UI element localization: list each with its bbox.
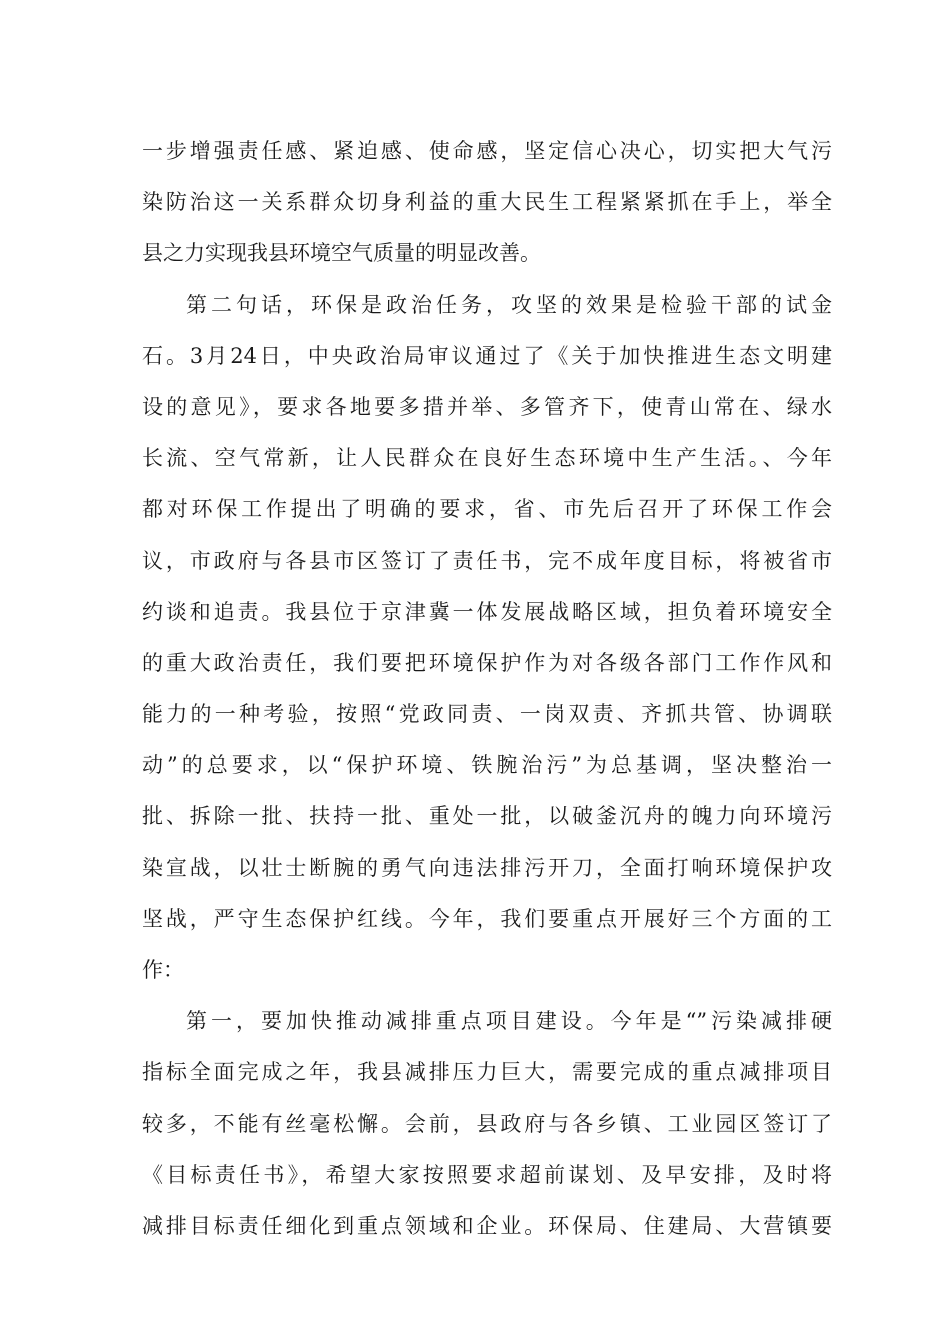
paragraph-2 [142, 280, 832, 997]
paragraph-3 [142, 996, 832, 1252]
text-line: 作： [142, 958, 184, 982]
text-line: 长流、空气常新，让人民群众在良好生态环境中生产生活。、今年 [142, 446, 832, 471]
text-line: 坚战，严守生态保护红线。今年，我们要重点开展好三个方面的工 [142, 906, 832, 931]
text-line: 减排目标责任细化到重点领域和企业。环保局、住建局、大营镇要 [142, 1213, 832, 1238]
text-line: 能力的一种考验，按照“党政同责、一岗双责、齐抓共管、协调联 [142, 702, 832, 727]
text-line: 染防治这一关系群众切身利益的重大民生工程紧紧抓在手上，举全 [142, 190, 832, 215]
paragraph-1 [142, 126, 832, 280]
text-line: 设的意见》，要求各地要多措并举、多管齐下，使青山常在、绿水 [142, 394, 832, 419]
text-line: 染宣战，以壮士断腕的勇气向违法排污开刀，全面打响环境保护攻 [142, 855, 832, 880]
text-line: 都对环保工作提出了明确的要求，省、市先后召开了环保工作会 [142, 497, 832, 522]
text-line: 议，市政府与各县市区签订了责任书，完不成年度目标，将被省市 [142, 548, 832, 573]
text-line: 石。3月24日，中央政治局审议通过了《关于加快推进生态文明建 [142, 343, 832, 368]
text-line: 指标全面完成之年，我县减排压力巨大，需要完成的重点减排项目 [142, 1060, 832, 1085]
text-line: 第二句话，环保是政治任务，攻坚的效果是检验干部的试金 [186, 292, 832, 317]
text-line: 一步增强责任感、紧迫感、使命感，坚定信心决心，切实把大气污 [142, 139, 832, 163]
text-line: 第一，要加快推动减排重点项目建设。今年是“”污染减排硬 [186, 1009, 832, 1034]
text-line: 《目标责任书》，希望大家按照要求超前谋划、及早安排，及时将 [142, 1162, 832, 1187]
document-body [142, 126, 832, 1252]
text-line: 的重大政治责任，我们要把环境保护作为对各级各部门工作作风和 [142, 650, 832, 675]
text-line: 约谈和追责。我县位于京津冀一体发展战略区域，担负着环境安全 [142, 599, 832, 624]
text-line: 批、拆除一批、扶持一批、重处一批，以破釜沉舟的魄力向环境污 [142, 804, 832, 829]
text-line: 动”的总要求，以“保护环境、铁腕治污”为总基调，坚决整治一 [142, 753, 832, 778]
text-line: 较多，不能有丝毫松懈。会前，县政府与各乡镇、工业园区签订了 [142, 1111, 832, 1136]
text-line: 县之力实现我县环境空气质量的明显改善。 [142, 241, 541, 266]
